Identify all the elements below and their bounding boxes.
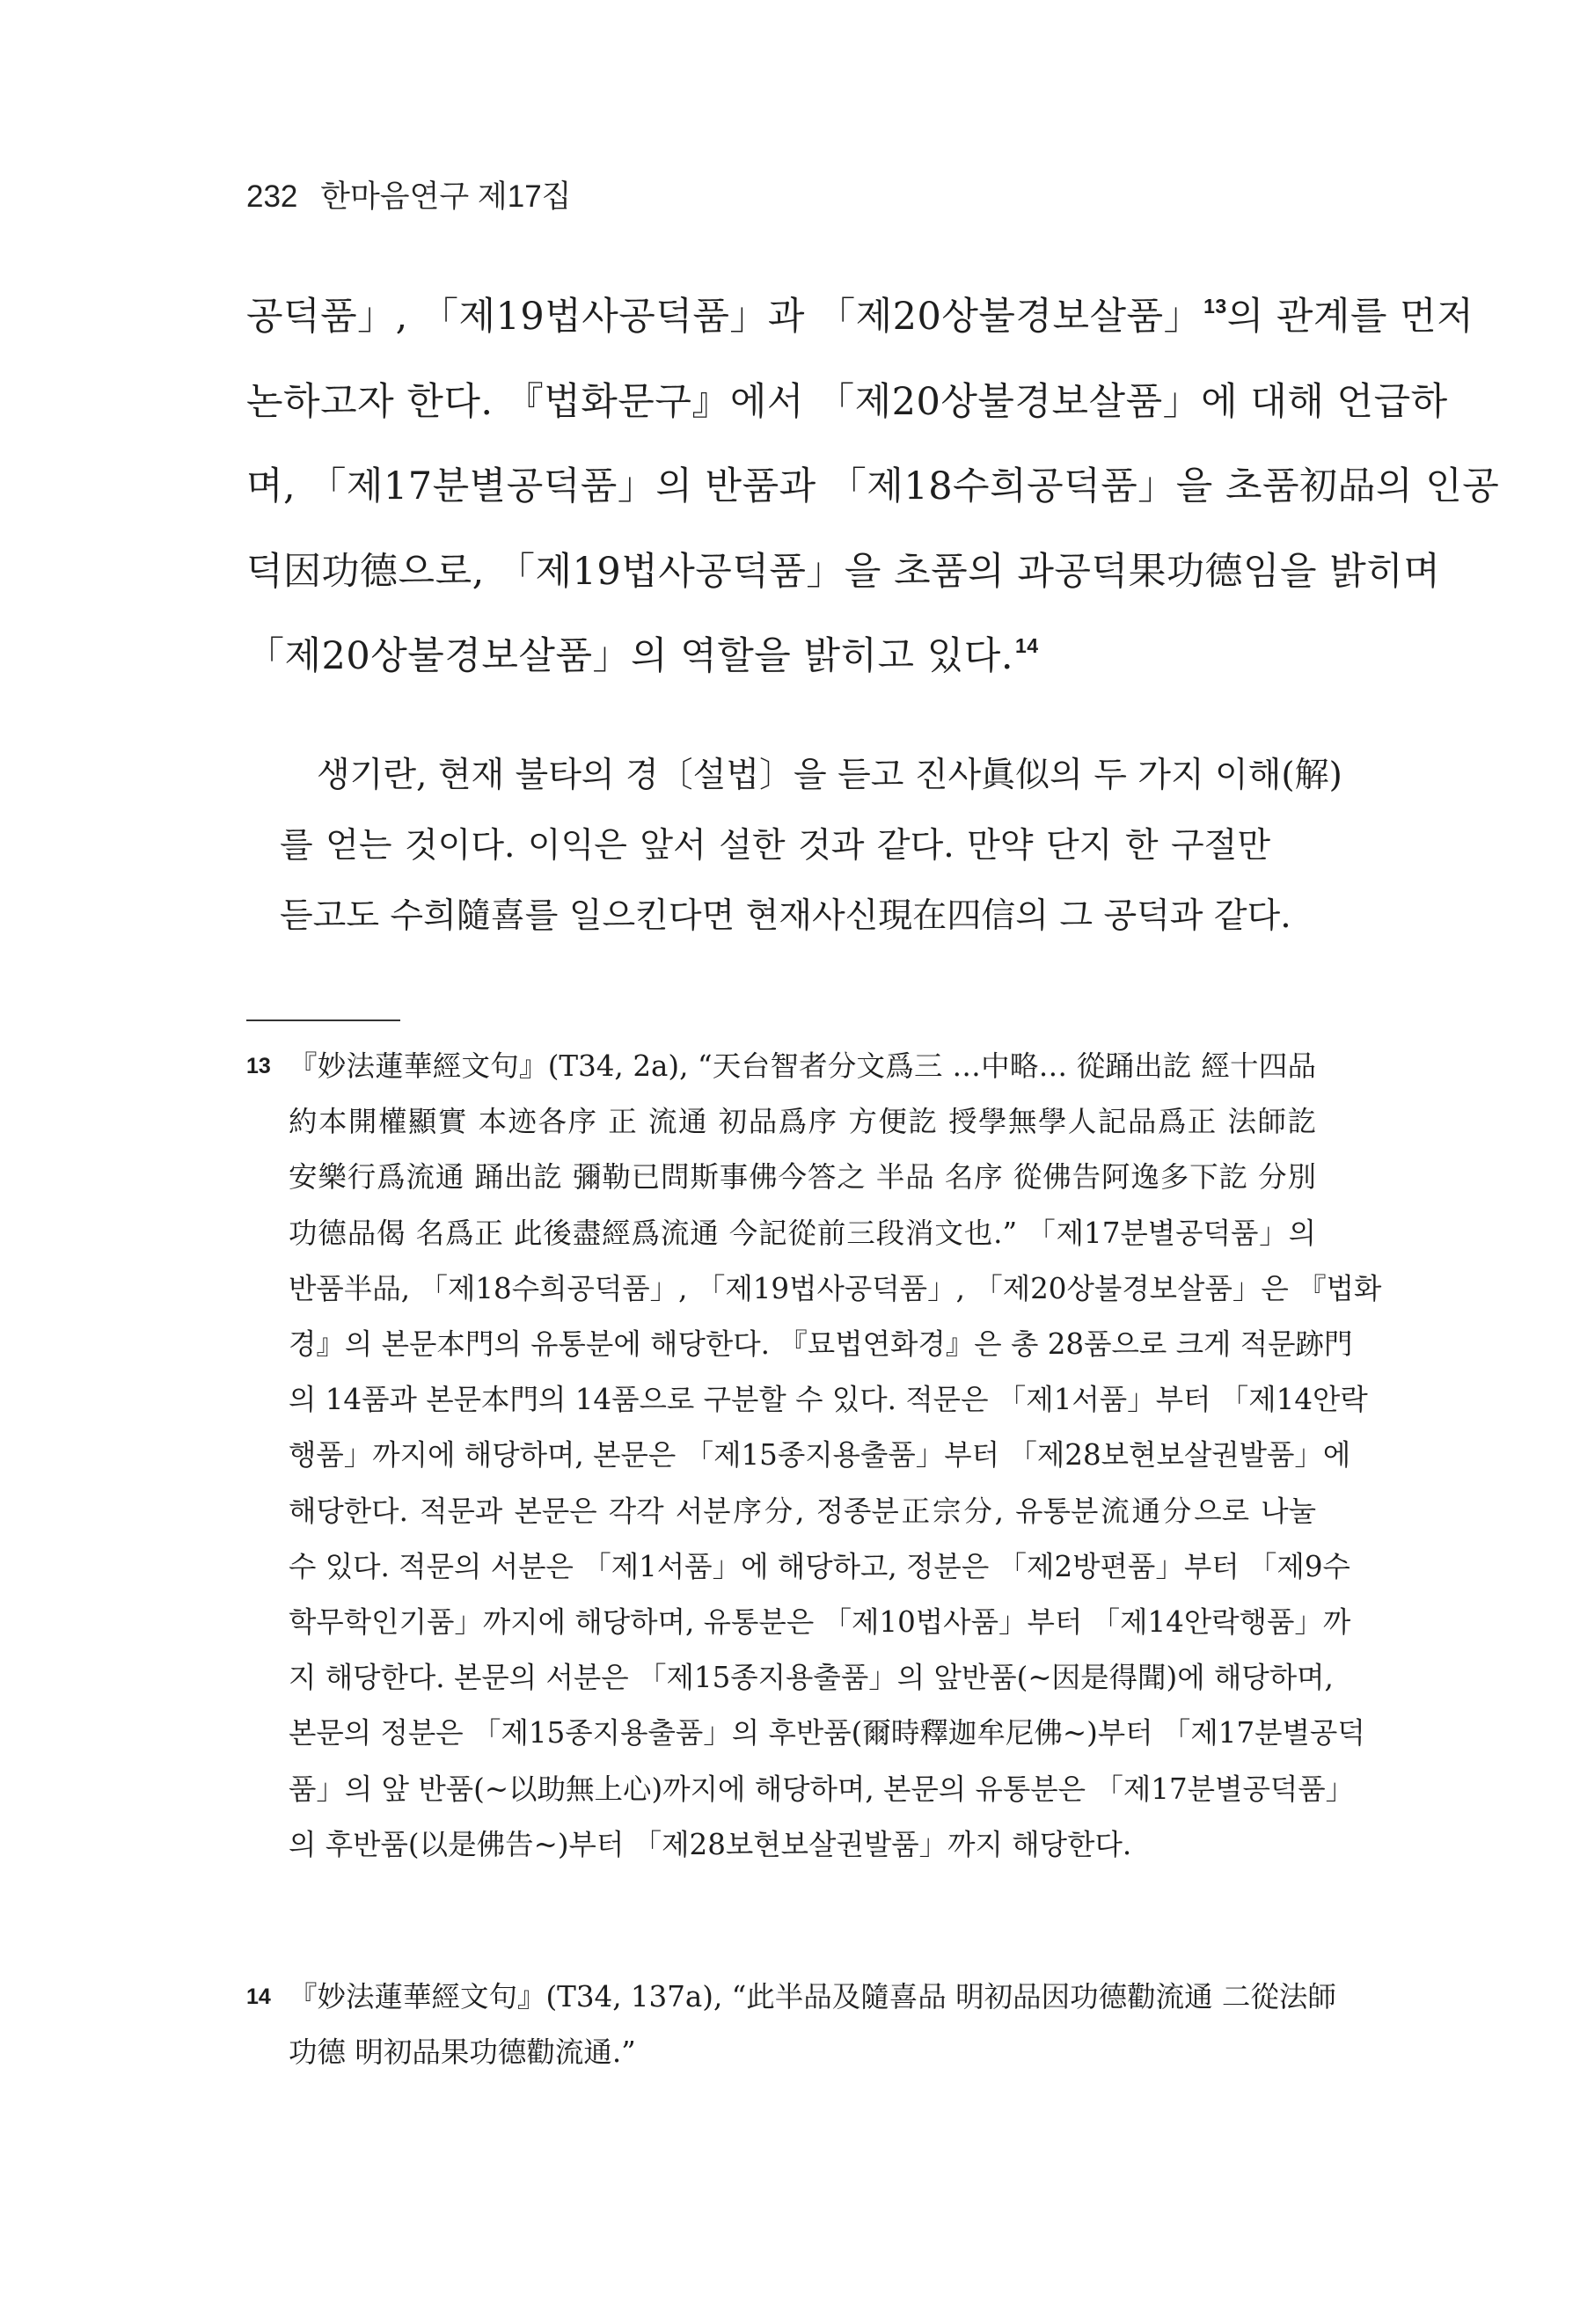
- quote-line: 생기란, 현재 불타의 경〔설법〕을 듣고 진사眞似의 두 가지 이해(解): [317, 756, 1342, 795]
- footnote-line: 수 있다. 적문의 서분은 「제1서품」에 해당하고, 정분은 「제2방편품」부터 「제9수: [289, 1549, 1350, 1583]
- quote-line: 를 얻는 것이다. 이익은 앞서 설한 것과 같다. 만약 단지 한 구절만: [280, 826, 1270, 866]
- body-line: 논하고자 한다. 『법화문구』에서 「제20상불경보살품」에 대해 언급하: [246, 379, 1448, 424]
- block-quote: [280, 741, 1342, 952]
- quote-line: 듣고도 수희隨喜를 일으킨다면 현재사신現在四信의 그 공덕과 같다.: [280, 896, 1291, 936]
- page-number: 232: [246, 179, 298, 214]
- footnote-line: 功德品偈 名爲正 此後盡經爲流通 今記從前三段消文也.” 「제17분별공덕품」의: [289, 1216, 1316, 1250]
- footnote-line: 해당한다. 적문과 본문은 각각 서분序分, 정종분正宗分, 유통분流通分으로 나눌: [289, 1494, 1316, 1528]
- footnote-line: 품」의 앞 반품(~以助無上心)까지에 해당하며, 본문의 유통분은 「제17분별공덕품」: [289, 1772, 1355, 1806]
- footnote-13: [246, 1039, 1382, 1873]
- body-line: 며, 「제17분별공덕품」의 반품과 「제18수희공덕품」을 초품初品의 인공: [246, 464, 1500, 508]
- footnote-ref-14[interactable]: 14: [1015, 634, 1039, 657]
- footnote-line: 의 후반품(以是佛告~)부터 「제28보현보살권발품」까지 해당한다.: [289, 1827, 1132, 1861]
- footnote-separator: [246, 1019, 400, 1021]
- body-paragraph: [246, 274, 1500, 699]
- footnote-line: 학무학인기품」까지에 해당하며, 유통분은 「제10법사품」부터 「제14안락행품」까: [289, 1605, 1351, 1640]
- footnote-line: 행품」까지에 해당하며, 본문은 「제15종지용출품」부터 「제28보현보살권발품」에: [289, 1438, 1351, 1473]
- footnote-line: 約本開權顯實 本迹各序 正 流通 初品爲序 方便訖 授學無學人記品爲正 法師訖: [289, 1105, 1316, 1139]
- footnote-number: 14: [246, 1984, 271, 2009]
- body-line-text: 「제20상불경보살품」의 역할을 밝히고 있다.: [246, 634, 1013, 678]
- footnote-line: 安樂行爲流通 踊出訖 彌勒已問斯事佛今答之 半品 名序 從佛告阿逸多下訖 分別: [289, 1160, 1316, 1195]
- footnote-line: 경』의 본문本門의 유통분에 해당한다. 『묘법연화경』은 총 28품으로 크게 적문跡門: [289, 1327, 1353, 1362]
- journal-title: 한마음연구 제17집: [320, 179, 572, 214]
- footnote-line: 功德 明初品果功德勸流通.”: [289, 2035, 636, 2070]
- body-line: [246, 614, 1316, 699]
- footnote-line: 『妙法蓮華經文句』(T34, 137a), “此半品及隨喜品 明初品因功德勸流通 二從法師: [289, 1980, 1336, 2013]
- body-line: [246, 274, 1474, 360]
- body-line-text: 공덕품」, 「제19법사공덕품」과 「제20상불경보살품」: [246, 295, 1203, 339]
- body-line-tail: 의 관계를 먼저: [1226, 295, 1474, 339]
- footnote-line: 의 14품과 본문本門의 14품으로 구분할 수 있다. 적문은 「제1서품」부터 「제14안락: [289, 1383, 1368, 1417]
- body-line: 덕因功德으로, 「제19법사공덕품」을 초품의 과공덕果功德임을 밝히며: [246, 549, 1441, 594]
- running-header: [246, 172, 571, 216]
- footnote-14: [246, 1970, 1336, 2080]
- footnote-line: 지 해당한다. 본문의 서분은 「제15종지용출품」의 앞반품(~因是得聞)에 해당하며,: [289, 1661, 1334, 1695]
- footnote-line: 『妙法蓮華經文句』(T34, 2a), “天台智者分文爲三 …中略… 從踊出訖 經十四品: [289, 1049, 1316, 1083]
- footnote-ref-13[interactable]: 13: [1203, 295, 1227, 318]
- footnote-line: 본문의 정분은 「제15종지용출품」의 후반품(爾時釋迦牟尼佛~)부터 「제17분별공덕: [289, 1716, 1365, 1750]
- footnote-line: 반품半品, 「제18수희공덕품」, 「제19법사공덕품」, 「제20상불경보살품」은 『법화: [289, 1271, 1382, 1305]
- footnote-number: 13: [246, 1054, 271, 1078]
